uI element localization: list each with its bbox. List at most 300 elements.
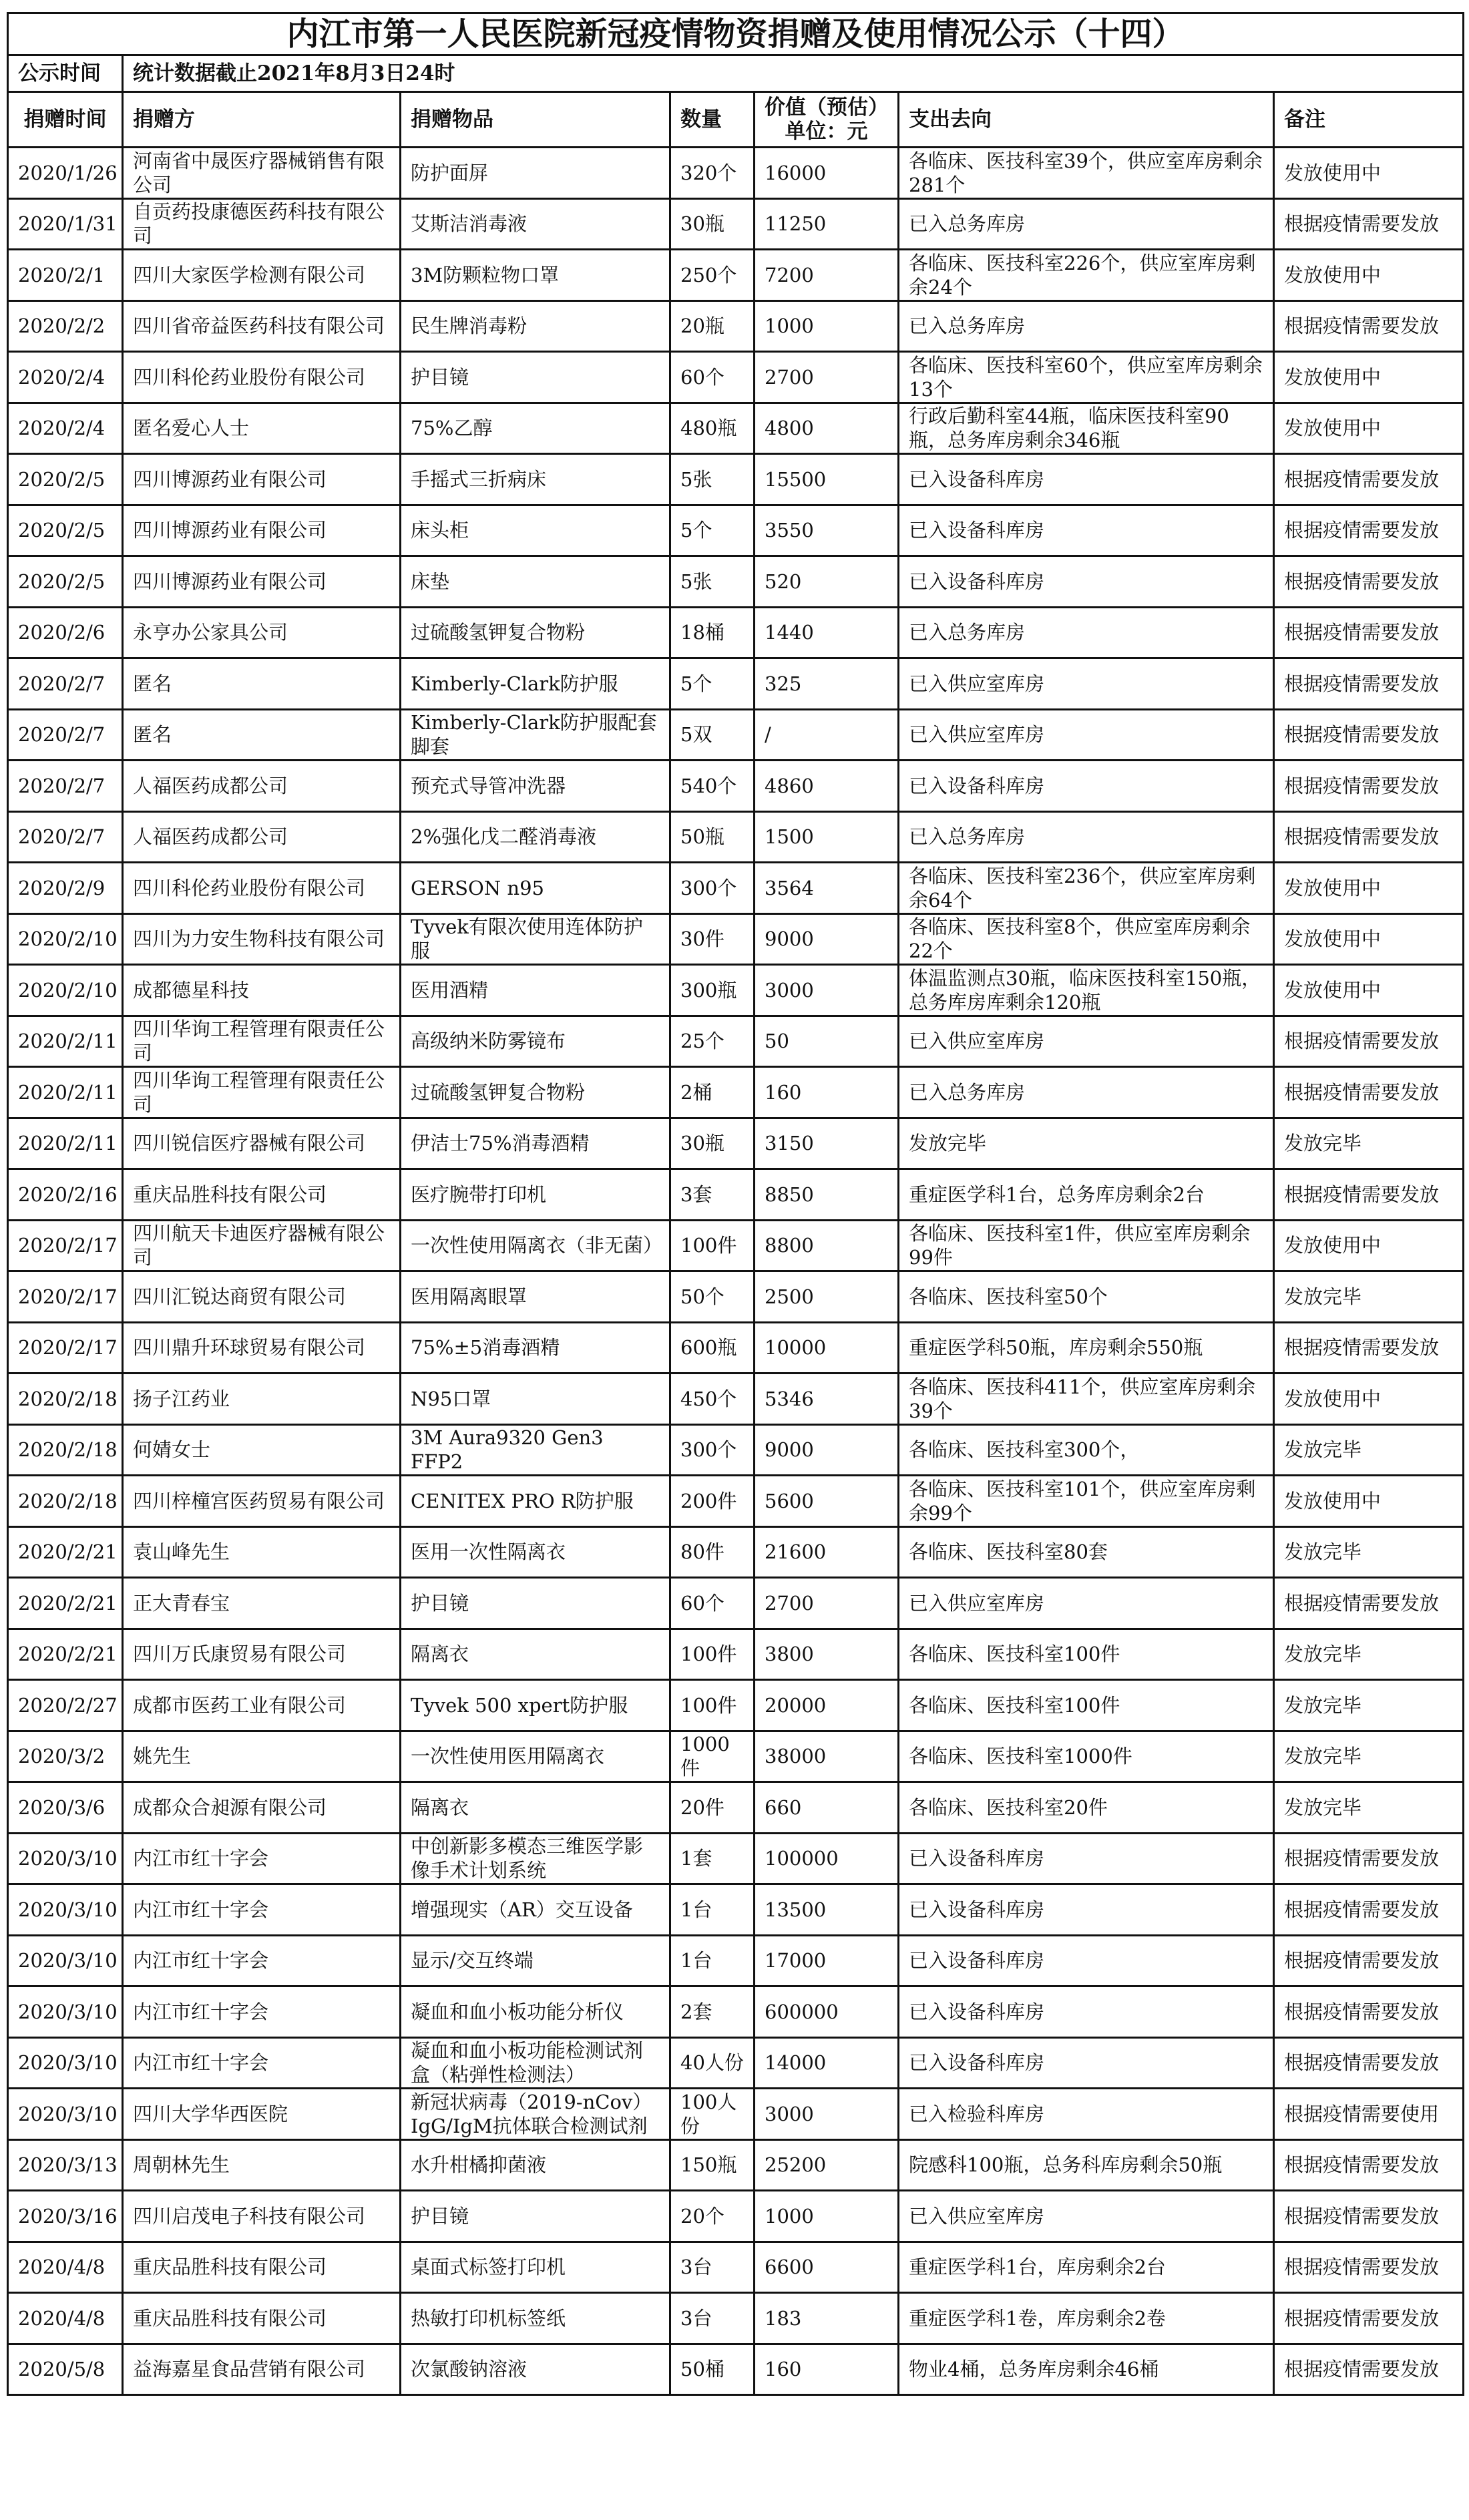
- cell-value: 183: [755, 2293, 899, 2344]
- cell-date: 2020/3/2: [8, 1731, 123, 1782]
- cell-value: 8800: [755, 1220, 899, 1271]
- cell-date: 2020/1/31: [8, 198, 123, 250]
- cell-qty: 1套: [670, 1833, 755, 1884]
- cell-donor: 四川汇锐达商贸有限公司: [123, 1271, 401, 1323]
- cell-item: 床头柜: [401, 505, 670, 556]
- cell-qty: 20瓶: [670, 300, 755, 352]
- cell-date: 2020/3/10: [8, 1833, 123, 1884]
- cell-value: 520: [755, 556, 899, 608]
- cell-qty: 30瓶: [670, 198, 755, 250]
- cell-item: 过硫酸氢钾复合物粉: [401, 607, 670, 658]
- cell-date: 2020/3/10: [8, 1935, 123, 1986]
- cell-item: 75%±5消毒酒精: [401, 1322, 670, 1374]
- donation-table: [7, 12, 1464, 2396]
- cell-donor: 四川启茂电子科技有限公司: [123, 2191, 401, 2242]
- cell-note: 根据疫情需要发放: [1274, 607, 1464, 658]
- cell-destination: 各临床、医技科室39个，供应室库房剩余281个: [899, 148, 1274, 199]
- table-row: [8, 1424, 1464, 1476]
- cell-qty: 5双: [670, 709, 755, 761]
- cell-destination: 已入设备科库房: [899, 1833, 1274, 1884]
- cell-donor: 内江市红十字会: [123, 1986, 401, 2038]
- cell-note: 发放完毕: [1274, 1731, 1464, 1782]
- cell-qty: 60个: [670, 1578, 755, 1629]
- cell-date: 2020/2/1: [8, 250, 123, 301]
- cell-value: 4800: [755, 403, 899, 454]
- table-row: [8, 1476, 1464, 1527]
- cell-item: Tyvek有限次使用连体防护服: [401, 913, 670, 965]
- table-row: [8, 2037, 1464, 2089]
- cell-item: 凝血和血小板功能检测试剂盒（粘弹性检测法）: [401, 2037, 670, 2089]
- cell-donor: 四川大家医学检测有限公司: [123, 250, 401, 301]
- cell-note: 根据疫情需要发放: [1274, 198, 1464, 250]
- cell-donor: 成都众合昶源有限公司: [123, 1782, 401, 1834]
- cell-destination: 行政后勤科室44瓶，临床医技科室90瓶，总务库房剩余346瓶: [899, 403, 1274, 454]
- cell-item: 艾斯洁消毒液: [401, 198, 670, 250]
- cell-destination: 已入检验科库房: [899, 2089, 1274, 2140]
- cell-destination: 已入总务库房: [899, 811, 1274, 863]
- cell-date: 2020/3/13: [8, 2139, 123, 2191]
- meta-row: [8, 55, 1464, 92]
- cell-item: 显示/交互终端: [401, 1935, 670, 1986]
- cell-note: 发放使用中: [1274, 250, 1464, 301]
- cell-date: 2020/2/7: [8, 709, 123, 761]
- cell-value: 2700: [755, 352, 899, 403]
- cell-destination: 各临床、医技科室236个，供应室库房剩余64个: [899, 863, 1274, 914]
- cell-donor: 四川锐信医疗器械有限公司: [123, 1118, 401, 1169]
- cell-destination: 各临床、医技科室50个: [899, 1271, 1274, 1323]
- cell-qty: 30件: [670, 913, 755, 965]
- cell-donor: 四川博源药业有限公司: [123, 556, 401, 608]
- cell-donor: 匿名: [123, 709, 401, 761]
- cell-destination: 物业4桶，总务库房剩余46桶: [899, 2344, 1274, 2395]
- cell-note: 根据疫情需要发放: [1274, 709, 1464, 761]
- table-row: [8, 1322, 1464, 1374]
- cell-destination: 已入总务库房: [899, 198, 1274, 250]
- cell-value: 100000: [755, 1833, 899, 1884]
- cell-value: 600000: [755, 1986, 899, 2038]
- cell-item: Kimberly-Clark防护服配套脚套: [401, 709, 670, 761]
- cell-value: 9000: [755, 913, 899, 965]
- cell-donor: 四川万氏康贸易有限公司: [123, 1629, 401, 1680]
- cell-item: 医用酒精: [401, 965, 670, 1016]
- table-row: [8, 148, 1464, 199]
- table-row: [8, 811, 1464, 863]
- cell-qty: 480瓶: [670, 403, 755, 454]
- cell-note: 发放使用中: [1274, 148, 1464, 199]
- cell-date: 2020/2/16: [8, 1169, 123, 1221]
- table-row: [8, 1220, 1464, 1271]
- cell-date: 2020/2/18: [8, 1476, 123, 1527]
- cell-date: 2020/1/26: [8, 148, 123, 199]
- table-row: [8, 2242, 1464, 2293]
- cell-donor: 袁山峰先生: [123, 1526, 401, 1578]
- cell-value: 38000: [755, 1731, 899, 1782]
- cell-destination: 已入设备科库房: [899, 1884, 1274, 1936]
- cell-destination: 已入设备科库房: [899, 1935, 1274, 1986]
- cell-date: 2020/2/11: [8, 1067, 123, 1118]
- cell-destination: 各临床、医技科室8个，供应室库房剩余22个: [899, 913, 1274, 965]
- cell-qty: 100件: [670, 1680, 755, 1731]
- cell-destination: 各临床、医技科室100件: [899, 1680, 1274, 1731]
- table-row: [8, 454, 1464, 505]
- table-row: [8, 863, 1464, 914]
- cell-note: 根据疫情需要发放: [1274, 1578, 1464, 1629]
- cell-value: 1440: [755, 607, 899, 658]
- cell-qty: 450个: [670, 1374, 755, 1425]
- cell-donor: 四川博源药业有限公司: [123, 454, 401, 505]
- cell-item: 75%乙醇: [401, 403, 670, 454]
- cell-item: 隔离衣: [401, 1629, 670, 1680]
- cell-date: 2020/3/10: [8, 2089, 123, 2140]
- table-row: [8, 2344, 1464, 2395]
- header-row: [8, 92, 1464, 148]
- cell-qty: 30瓶: [670, 1118, 755, 1169]
- cell-qty: 540个: [670, 761, 755, 812]
- cell-qty: 250个: [670, 250, 755, 301]
- table-row: [8, 965, 1464, 1016]
- cell-item: 一次性使用隔离衣（非无菌）: [401, 1220, 670, 1271]
- cell-note: 根据疫情需要发放: [1274, 2037, 1464, 2089]
- cell-donor: 正大青春宝: [123, 1578, 401, 1629]
- table-row: [8, 403, 1464, 454]
- cell-note: 根据疫情需要发放: [1274, 1067, 1464, 1118]
- cell-qty: 100件: [670, 1629, 755, 1680]
- cell-value: 160: [755, 2344, 899, 2395]
- cell-note: 根据疫情需要发放: [1274, 1322, 1464, 1374]
- cell-value: 1000: [755, 300, 899, 352]
- cell-date: 2020/2/18: [8, 1374, 123, 1425]
- header-qty: 数量: [670, 92, 755, 148]
- cell-destination: 已入供应室库房: [899, 1016, 1274, 1067]
- cell-qty: 40人份: [670, 2037, 755, 2089]
- cell-value: 8850: [755, 1169, 899, 1221]
- table-row: [8, 198, 1464, 250]
- table-row: [8, 1169, 1464, 1221]
- cell-qty: 5个: [670, 658, 755, 710]
- cell-qty: 18桶: [670, 607, 755, 658]
- cell-date: 2020/2/5: [8, 454, 123, 505]
- cell-destination: 各临床、医技科室1件，供应室库房剩余99件: [899, 1220, 1274, 1271]
- cell-qty: 2桶: [670, 1067, 755, 1118]
- cell-date: 2020/4/8: [8, 2242, 123, 2293]
- cell-qty: 80件: [670, 1526, 755, 1578]
- cell-item: 预充式导管冲洗器: [401, 761, 670, 812]
- cell-note: 根据疫情需要使用: [1274, 2089, 1464, 2140]
- cell-value: 5346: [755, 1374, 899, 1425]
- cell-date: 2020/2/6: [8, 607, 123, 658]
- cell-destination: 各临床、医技科室80套: [899, 1526, 1274, 1578]
- cell-donor: 扬子江药业: [123, 1374, 401, 1425]
- cell-value: 10000: [755, 1322, 899, 1374]
- cell-item: 医用隔离眼罩: [401, 1271, 670, 1323]
- cell-item: 隔离衣: [401, 1782, 670, 1834]
- cell-destination: 体温监测点30瓶，临床医技科室150瓶，总务库房库剩余120瓶: [899, 965, 1274, 1016]
- cell-date: 2020/2/10: [8, 965, 123, 1016]
- cell-note: 发放使用中: [1274, 965, 1464, 1016]
- cell-note: 根据疫情需要发放: [1274, 556, 1464, 608]
- cell-item: CENITEX PRO R防护服: [401, 1476, 670, 1527]
- cell-donor: 四川大学华西医院: [123, 2089, 401, 2140]
- table-row: [8, 1578, 1464, 1629]
- cell-donor: 四川航天卡迪医疗器械有限公司: [123, 1220, 401, 1271]
- cell-donor: 成都德星科技: [123, 965, 401, 1016]
- cell-value: 21600: [755, 1526, 899, 1578]
- cell-destination: 已入设备科库房: [899, 454, 1274, 505]
- cell-destination: 各临床、医技科室60个，供应室库房剩余13个: [899, 352, 1274, 403]
- table-row: [8, 709, 1464, 761]
- cell-qty: 5张: [670, 454, 755, 505]
- cell-date: 2020/3/10: [8, 2037, 123, 2089]
- cell-note: 根据疫情需要发放: [1274, 1833, 1464, 1884]
- cell-value: 3000: [755, 965, 899, 1016]
- cell-destination: 已入供应室库房: [899, 658, 1274, 710]
- cell-value: 14000: [755, 2037, 899, 2089]
- cell-date: 2020/2/17: [8, 1271, 123, 1323]
- cell-qty: 300个: [670, 863, 755, 914]
- cell-item: 高级纳米防雾镜布: [401, 1016, 670, 1067]
- cell-note: 根据疫情需要发放: [1274, 2344, 1464, 2395]
- table-row: [8, 1986, 1464, 2038]
- cell-destination: 重症医学科1台，总务库房剩余2台: [899, 1169, 1274, 1221]
- cell-qty: 100件: [670, 1220, 755, 1271]
- cell-value: 11250: [755, 198, 899, 250]
- cell-item: N95口罩: [401, 1374, 670, 1425]
- table-row: [8, 913, 1464, 965]
- cell-destination: 重症医学科1台，库房剩余2台: [899, 2242, 1274, 2293]
- cell-qty: 20件: [670, 1782, 755, 1834]
- table-row: [8, 2293, 1464, 2344]
- cell-donor: 四川为力安生物科技有限公司: [123, 913, 401, 965]
- cell-item: 增强现实（AR）交互设备: [401, 1884, 670, 1936]
- table-row: [8, 556, 1464, 608]
- cell-value: 50: [755, 1016, 899, 1067]
- cell-note: 根据疫情需要发放: [1274, 1884, 1464, 1936]
- cell-destination: 已入设备科库房: [899, 761, 1274, 812]
- table-row: [8, 1016, 1464, 1067]
- cell-value: 1500: [755, 811, 899, 863]
- cell-destination: 已入供应室库房: [899, 1578, 1274, 1629]
- cell-date: 2020/2/7: [8, 811, 123, 863]
- cell-item: 防护面屏: [401, 148, 670, 199]
- cell-qty: 200件: [670, 1476, 755, 1527]
- header-destination: 支出去向: [899, 92, 1274, 148]
- cell-note: 根据疫情需要发放: [1274, 2191, 1464, 2242]
- cell-donor: 益海嘉星食品营销有限公司: [123, 2344, 401, 2395]
- cell-value: 17000: [755, 1935, 899, 1986]
- header-item: 捐赠物品: [401, 92, 670, 148]
- cell-date: 2020/2/11: [8, 1016, 123, 1067]
- table-row: [8, 1526, 1464, 1578]
- cell-value: 25200: [755, 2139, 899, 2191]
- cell-value: 7200: [755, 250, 899, 301]
- cell-qty: 300个: [670, 1424, 755, 1476]
- cell-value: 3564: [755, 863, 899, 914]
- cell-item: 一次性使用医用隔离衣: [401, 1731, 670, 1782]
- cell-donor: 四川科伦药业股份有限公司: [123, 352, 401, 403]
- cell-date: 2020/2/21: [8, 1629, 123, 1680]
- cell-donor: 成都市医药工业有限公司: [123, 1680, 401, 1731]
- cell-donor: 四川鼎升环球贸易有限公司: [123, 1322, 401, 1374]
- cell-destination: 各临床、医技科室100件: [899, 1629, 1274, 1680]
- cell-destination: 重症医学科1卷，库房剩余2卷: [899, 2293, 1274, 2344]
- cell-donor: 姚先生: [123, 1731, 401, 1782]
- cell-note: 发放使用中: [1274, 1220, 1464, 1271]
- cell-qty: 320个: [670, 148, 755, 199]
- cell-note: 根据疫情需要发放: [1274, 1016, 1464, 1067]
- cell-date: 2020/2/5: [8, 505, 123, 556]
- cell-date: 2020/3/16: [8, 2191, 123, 2242]
- cell-value: 13500: [755, 1884, 899, 1936]
- table-row: [8, 607, 1464, 658]
- cell-item: 水升柑橘抑菌液: [401, 2139, 670, 2191]
- cell-note: 发放完毕: [1274, 1680, 1464, 1731]
- cell-item: 民生牌消毒粉: [401, 300, 670, 352]
- publish-time-value: 统计数据截止2021年8月3日24时: [123, 55, 1464, 92]
- cell-item: 中创新影多模态三维医学影像手术计划系统: [401, 1833, 670, 1884]
- cell-note: 根据疫情需要发放: [1274, 300, 1464, 352]
- cell-donor: 永亨办公家具公司: [123, 607, 401, 658]
- cell-note: 根据疫情需要发放: [1274, 1986, 1464, 2038]
- cell-donor: 内江市红十字会: [123, 1935, 401, 1986]
- cell-donor: 人福医药成都公司: [123, 761, 401, 812]
- cell-note: 根据疫情需要发放: [1274, 454, 1464, 505]
- cell-note: 根据疫情需要发放: [1274, 1169, 1464, 1221]
- cell-value: 4860: [755, 761, 899, 812]
- cell-item: 3M Aura9320 Gen3 FFP2: [401, 1424, 670, 1476]
- cell-destination: 各临床、医技科室20件: [899, 1782, 1274, 1834]
- cell-date: 2020/2/11: [8, 1118, 123, 1169]
- cell-item: 护目镜: [401, 352, 670, 403]
- cell-note: 发放使用中: [1274, 863, 1464, 914]
- cell-donor: 内江市红十字会: [123, 1833, 401, 1884]
- cell-destination: 已入设备科库房: [899, 2037, 1274, 2089]
- cell-donor: 匿名: [123, 658, 401, 710]
- table-row: [8, 2089, 1464, 2140]
- cell-qty: 50个: [670, 1271, 755, 1323]
- cell-note: 发放使用中: [1274, 352, 1464, 403]
- cell-item: 手摇式三折病床: [401, 454, 670, 505]
- cell-item: 医用一次性隔离衣: [401, 1526, 670, 1578]
- cell-date: 2020/2/5: [8, 556, 123, 608]
- cell-qty: 2套: [670, 1986, 755, 2038]
- table-row: [8, 250, 1464, 301]
- cell-date: 2020/5/8: [8, 2344, 123, 2395]
- cell-item: 3M防颗粒物口罩: [401, 250, 670, 301]
- cell-destination: 已入总务库房: [899, 607, 1274, 658]
- cell-destination: 发放完毕: [899, 1118, 1274, 1169]
- cell-note: 发放使用中: [1274, 913, 1464, 965]
- cell-destination: 各临床、医技科室226个，供应室库房剩余24个: [899, 250, 1274, 301]
- cell-destination: 已入供应室库房: [899, 2191, 1274, 2242]
- cell-date: 2020/2/7: [8, 658, 123, 710]
- cell-date: 2020/3/10: [8, 1986, 123, 2038]
- cell-donor: 四川省帝益医药科技有限公司: [123, 300, 401, 352]
- cell-qty: 3台: [670, 2293, 755, 2344]
- table-row: [8, 1680, 1464, 1731]
- cell-donor: 四川博源药业有限公司: [123, 505, 401, 556]
- cell-value: 6600: [755, 2242, 899, 2293]
- cell-date: 2020/2/21: [8, 1578, 123, 1629]
- donation-sheet: [7, 12, 1462, 2396]
- cell-date: 2020/2/21: [8, 1526, 123, 1578]
- cell-value: 325: [755, 658, 899, 710]
- table-row: [8, 1731, 1464, 1782]
- table-row: [8, 1833, 1464, 1884]
- cell-date: 2020/2/9: [8, 863, 123, 914]
- table-row: [8, 505, 1464, 556]
- table-row: [8, 1118, 1464, 1169]
- cell-destination: 已入设备科库房: [899, 1986, 1274, 2038]
- cell-date: 2020/2/2: [8, 300, 123, 352]
- cell-note: 根据疫情需要发放: [1274, 505, 1464, 556]
- table-row: [8, 1884, 1464, 1936]
- cell-item: GERSON n95: [401, 863, 670, 914]
- cell-date: 2020/2/4: [8, 352, 123, 403]
- cell-donor: 重庆品胜科技有限公司: [123, 2242, 401, 2293]
- cell-date: 2020/3/6: [8, 1782, 123, 1834]
- cell-donor: 内江市红十字会: [123, 2037, 401, 2089]
- cell-qty: 300瓶: [670, 965, 755, 1016]
- cell-donor: 自贡药投康德医药科技有限公司: [123, 198, 401, 250]
- cell-destination: 已入设备科库房: [899, 505, 1274, 556]
- cell-value: 1000: [755, 2191, 899, 2242]
- cell-value: 3150: [755, 1118, 899, 1169]
- table-row: [8, 2191, 1464, 2242]
- cell-note: 发放使用中: [1274, 403, 1464, 454]
- cell-destination: 院感科100瓶，总务科库房剩余50瓶: [899, 2139, 1274, 2191]
- cell-donor: 匿名爱心人士: [123, 403, 401, 454]
- cell-qty: 25个: [670, 1016, 755, 1067]
- cell-item: Tyvek 500 xpert防护服: [401, 1680, 670, 1731]
- cell-qty: 150瓶: [670, 2139, 755, 2191]
- cell-donor: 何婧女士: [123, 1424, 401, 1476]
- cell-destination: 各临床、医技科室300个，: [899, 1424, 1274, 1476]
- table-row: [8, 1271, 1464, 1323]
- table-body: [8, 148, 1464, 2395]
- table-row: [8, 2139, 1464, 2191]
- cell-qty: 5个: [670, 505, 755, 556]
- cell-donor: 周朝林先生: [123, 2139, 401, 2191]
- cell-donor: 河南省中晟医疗器械销售有限公司: [123, 148, 401, 199]
- cell-note: 发放完毕: [1274, 1118, 1464, 1169]
- cell-item: 次氯酸钠溶液: [401, 2344, 670, 2395]
- cell-note: 发放完毕: [1274, 1629, 1464, 1680]
- cell-item: 新冠状病毒（2019-nCov）IgG/IgM抗体联合检测试剂: [401, 2089, 670, 2140]
- cell-date: 2020/4/8: [8, 2293, 123, 2344]
- header-note: 备注: [1274, 92, 1464, 148]
- table-row: [8, 352, 1464, 403]
- table-row: [8, 658, 1464, 710]
- cell-note: 根据疫情需要发放: [1274, 2139, 1464, 2191]
- cell-destination: 各临床、医技科室101个，供应室库房剩余99个: [899, 1476, 1274, 1527]
- cell-value: 2700: [755, 1578, 899, 1629]
- cell-note: 发放使用中: [1274, 1374, 1464, 1425]
- cell-destination: 重症医学科50瓶，库房剩余550瓶: [899, 1322, 1274, 1374]
- cell-item: 护目镜: [401, 1578, 670, 1629]
- cell-donor: 四川梓橦宫医药贸易有限公司: [123, 1476, 401, 1527]
- cell-item: 热敏打印机标签纸: [401, 2293, 670, 2344]
- cell-qty: 1000件: [670, 1731, 755, 1782]
- table-row: [8, 1782, 1464, 1834]
- cell-qty: 5张: [670, 556, 755, 608]
- cell-date: 2020/2/17: [8, 1220, 123, 1271]
- cell-value: 9000: [755, 1424, 899, 1476]
- header-value-line2: 单位：元: [785, 120, 868, 144]
- table-row: [8, 1374, 1464, 1425]
- cell-date: 2020/2/4: [8, 403, 123, 454]
- cell-value: 5600: [755, 1476, 899, 1527]
- title-row: [8, 13, 1464, 55]
